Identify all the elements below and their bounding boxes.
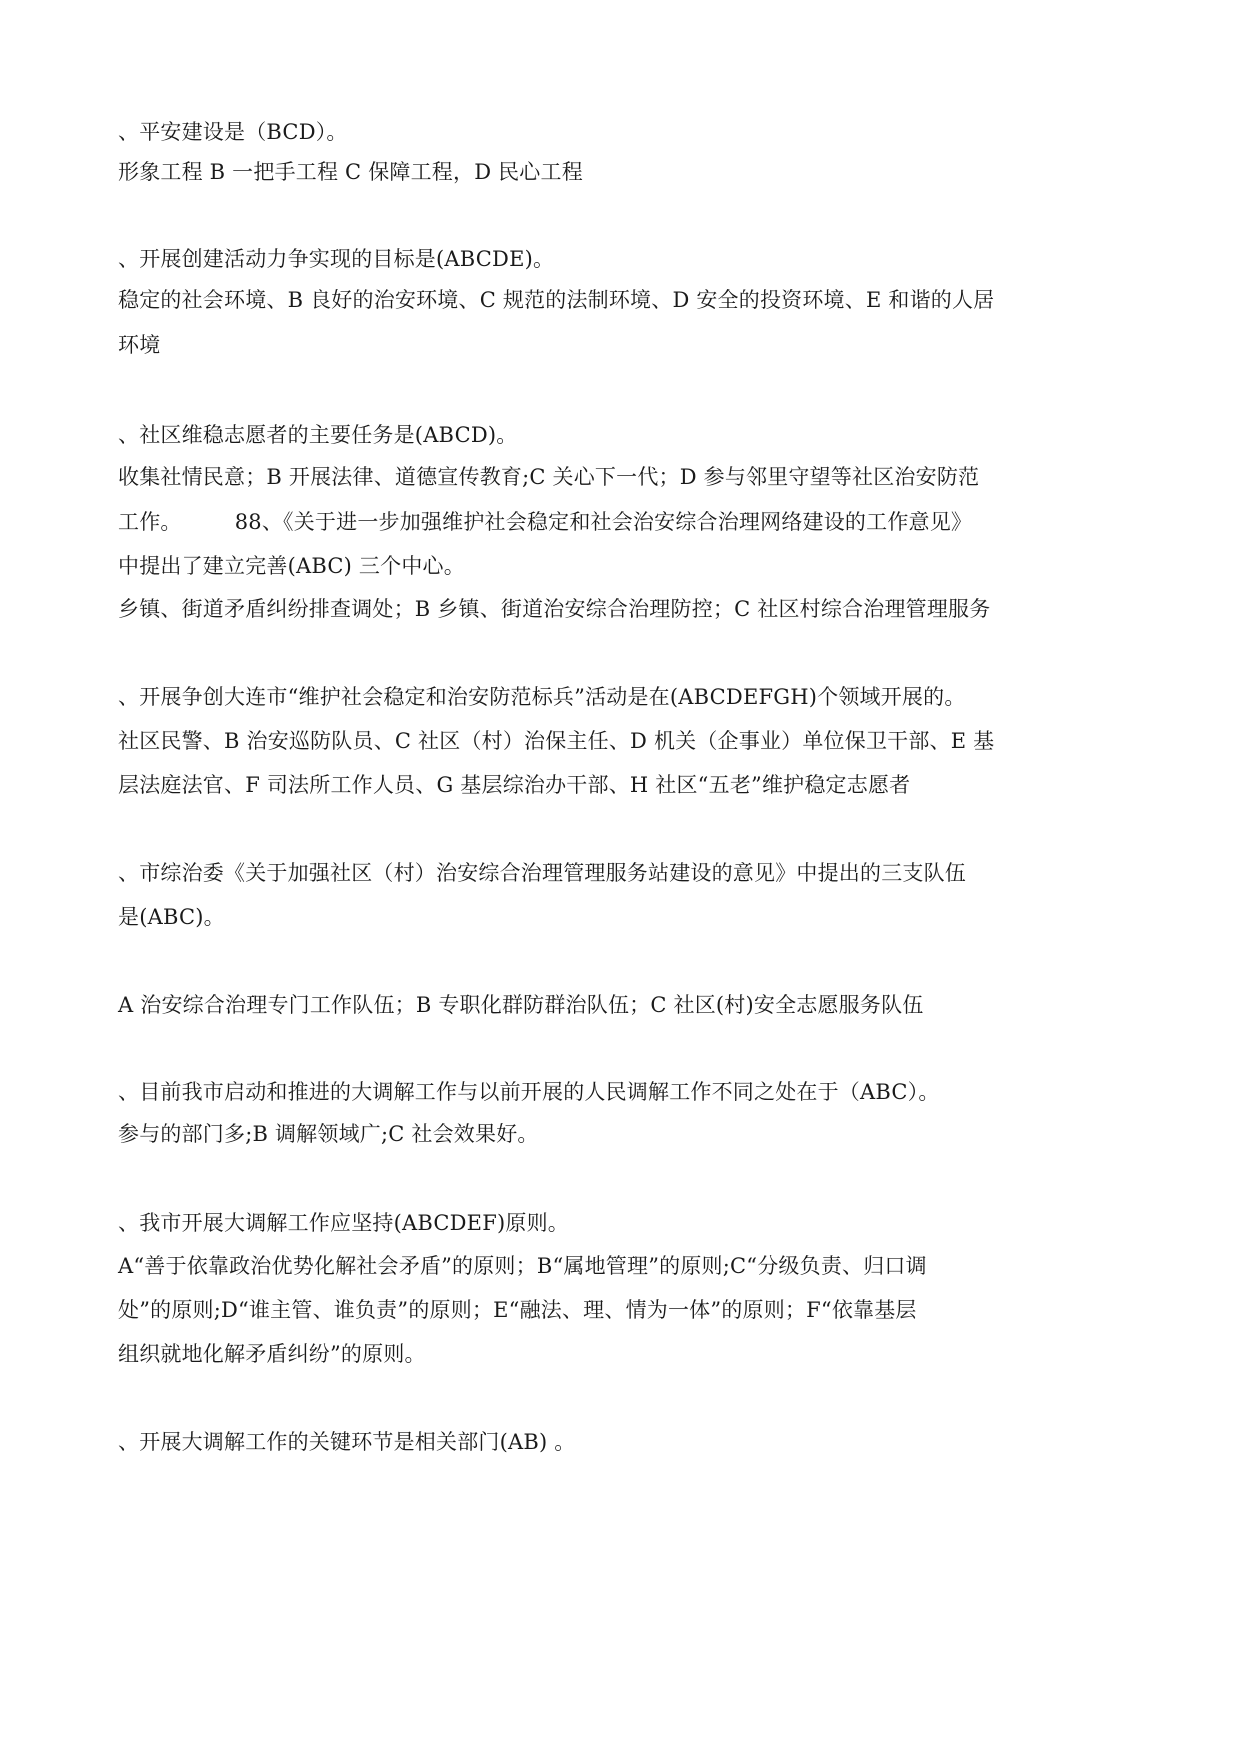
q7-answer-line-1: A“善于依靠政治优势化解社会矛盾”的原则；B“属地管理”的原则;C“分级负责、归口调 [118,1254,927,1278]
q8-question: 、开展大调解工作的关键环节是相关部门(AB) 。 [118,1430,576,1454]
q7-question: 、我市开展大调解工作应坚持(ABCDEF)原则。 [118,1211,569,1235]
q2-answer-line-2: 环境 [118,333,161,357]
q1-question: 、平安建设是（BCD）。 [118,120,348,144]
q2-question: 、开展创建活动力争实现的目标是(ABCDE)。 [118,247,555,271]
q3-answer-line-3: 中提出了建立完善(ABC) 三个中心。 [118,554,465,578]
q2-answer-line-1: 稳定的社会环境、B 良好的治安环境、C 规范的法制环境、D 安全的投资环境、E 和谐的人居 [118,288,995,312]
q4-question: 、开展争创大连市“维护社会稳定和治安防范标兵”活动是在(ABCDEFGH)个领域开展的。 [118,685,966,709]
q4-answer-line-1: 社区民警、B 治安巡防队员、C 社区（村）治保主任、D 机关（企事业）单位保卫干部、E 基 [118,729,995,753]
q3-answer-line-4: 乡镇、街道矛盾纠纷排查调处；B 乡镇、街道治安综合治理防控；C 社区村综合治理管理服务 [118,597,991,621]
q5-question-line-1: 、市综治委《关于加强社区（村）治安综合治理管理服务站建设的意见》中提出的三支队伍 [118,861,966,885]
q7-answer-line-3: 组织就地化解矛盾纠纷”的原则。 [118,1342,426,1366]
q3-answer-line-1: 收集社情民意；B 开展法律、道德宣传教育;C 关心下一代；D 参与邻里守望等社区治安防范 [118,465,980,489]
q3-answer-line-2: 工作。 88、《关于进一步加强维护社会稳定和社会治安综合治理网络建设的工作意见》 [118,510,973,534]
q7-answer-line-2: 处”的原则;D“谁主管、谁负责”的原则；E“融法、理、情为一体”的原则；F“依靠基层 [118,1298,917,1322]
q3-question: 、社区维稳志愿者的主要任务是(ABCD)。 [118,423,518,447]
q6-answer: 参与的部门多;B 调解领域广;C 社会效果好。 [118,1122,539,1146]
q4-answer-line-2: 层法庭法官、F 司法所工作人员、G 基层综治办干部、H 社区“五老”维护稳定志愿者 [118,773,911,797]
q5-answer: A 治安综合治理专门工作队伍；B 专职化群防群治队伍；C 社区(村)安全志愿服务队伍 [118,993,924,1017]
q1-answer: 形象工程 B 一把手工程 C 保障工程，D 民心工程 [118,160,583,184]
q5-question-line-2: 是(ABC)。 [118,905,225,929]
q6-question: 、目前我市启动和推进的大调解工作与以前开展的人民调解工作不同之处在于（ABC）。 [118,1080,940,1104]
